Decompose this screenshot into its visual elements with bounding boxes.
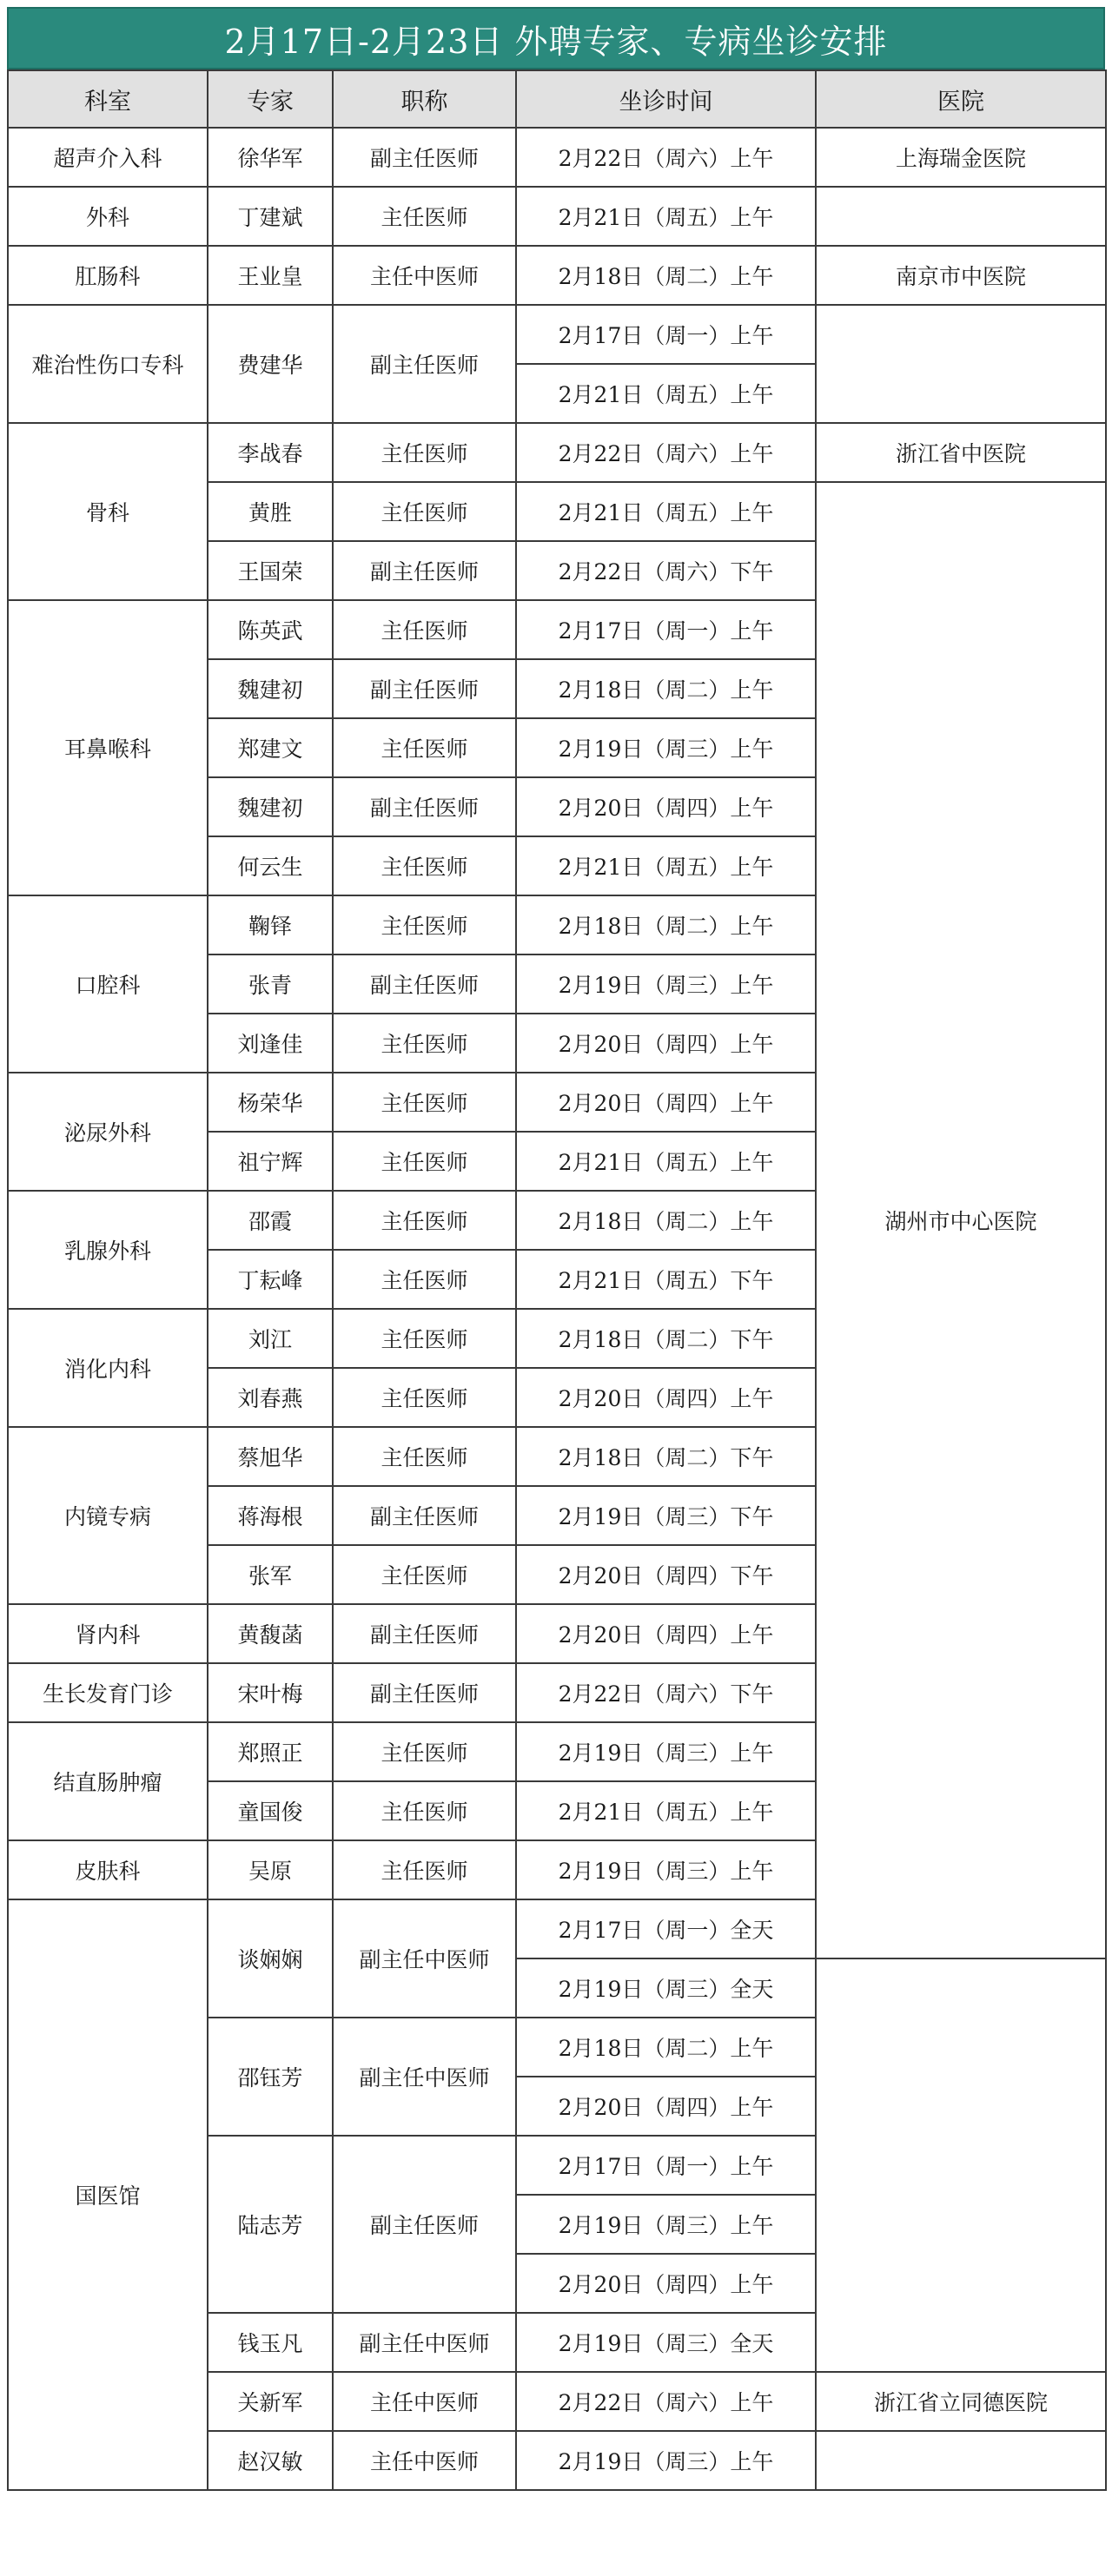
doctor-cell: 吴原 [208,1840,333,1899]
doctor-cell: 陈英武 [208,600,333,659]
doctor-cell: 张军 [208,1545,333,1604]
dept-cell: 国医馆 [8,1899,208,2490]
doctor-cell: 邵霞 [208,1191,333,1250]
time-cell: 2月18日（周二）下午 [516,1309,816,1368]
rank-cell: 副主任中医师 [333,1899,516,2018]
rank-cell: 主任医师 [333,1368,516,1427]
rank-cell: 副主任医师 [333,305,516,423]
table-row [8,305,1106,364]
doctor-cell: 魏建初 [208,777,333,836]
time-cell: 2月19日（周三）上午 [516,1840,816,1899]
page-title: 2月17日-2月23日 外聘专家、专病坐诊安排 [7,7,1105,69]
hospital-cell: 浙江省中医院 [816,423,1106,482]
time-cell: 2月17日（周一）上午 [516,305,816,364]
time-cell: 2月22日（周六）上午 [516,128,816,187]
doctor-cell: 黄馥菡 [208,1604,333,1663]
schedule-table [7,69,1107,2491]
time-cell: 2月21日（周五）上午 [516,364,816,423]
rank-cell: 主任医师 [333,1014,516,1073]
time-cell: 2月20日（周四）上午 [516,1368,816,1427]
rank-cell: 主任医师 [333,1191,516,1250]
rank-cell: 副主任医师 [333,2136,516,2313]
doctor-cell: 谈娴娴 [208,1899,333,2018]
rank-cell: 主任中医师 [333,246,516,305]
header-time: 坐诊时间 [516,70,816,128]
time-cell: 2月19日（周三）上午 [516,2195,816,2254]
doctor-cell: 杨荣华 [208,1073,333,1132]
time-cell: 2月17日（周一）全天 [516,1899,816,1958]
doctor-cell: 郑建文 [208,718,333,777]
time-cell: 2月19日（周三）上午 [516,718,816,777]
doctor-cell: 费建华 [208,305,333,423]
table-row [8,423,1106,482]
time-cell: 2月17日（周一）上午 [516,2136,816,2195]
table-row [8,128,1106,187]
table-row [8,246,1106,305]
doctor-cell: 陆志芳 [208,2136,333,2313]
doctor-cell: 宋叶梅 [208,1663,333,1722]
rank-cell: 主任医师 [333,1073,516,1132]
time-cell: 2月22日（周六）上午 [516,2372,816,2431]
time-cell: 2月20日（周四）上午 [516,1073,816,1132]
doctor-cell: 蔡旭华 [208,1427,333,1486]
doctor-cell: 鞠铎 [208,895,333,954]
doctor-cell: 赵汉敏 [208,2431,333,2490]
time-cell: 2月21日（周五）上午 [516,482,816,541]
rank-cell: 主任医师 [333,187,516,246]
doctor-cell: 蒋海根 [208,1486,333,1545]
rank-cell: 主任医师 [333,423,516,482]
time-cell: 2月21日（周五）上午 [516,836,816,895]
dept-cell: 口腔科 [8,895,208,1073]
time-cell: 2月20日（周四）上午 [516,1604,816,1663]
time-cell: 2月18日（周二）上午 [516,2018,816,2077]
time-cell: 2月21日（周五）下午 [516,1250,816,1309]
dept-cell: 肾内科 [8,1604,208,1663]
time-cell: 2月19日（周三）上午 [516,954,816,1014]
doctor-cell: 王国荣 [208,541,333,600]
doctor-cell: 丁耘峰 [208,1250,333,1309]
rank-cell: 主任医师 [333,895,516,954]
rank-cell: 副主任中医师 [333,2313,516,2372]
time-cell: 2月19日（周三）全天 [516,2313,816,2372]
hospital-cell-empty [816,187,1106,246]
schedule-page [7,7,1105,2491]
time-cell: 2月21日（周五）上午 [516,187,816,246]
rank-cell: 主任医师 [333,1781,516,1840]
rank-cell: 主任医师 [333,1309,516,1368]
doctor-cell: 徐华军 [208,128,333,187]
rank-cell: 副主任医师 [333,1604,516,1663]
rank-cell: 主任医师 [333,1545,516,1604]
header-row [8,70,1106,128]
doctor-cell: 童国俊 [208,1781,333,1840]
rank-cell: 主任中医师 [333,2372,516,2431]
doctor-cell: 刘逢佳 [208,1014,333,1073]
time-cell: 2月19日（周三）下午 [516,1486,816,1545]
dept-cell: 难治性伤口专科 [8,305,208,423]
time-cell: 2月18日（周二）上午 [516,1191,816,1250]
doctor-cell: 关新军 [208,2372,333,2431]
table-row [8,187,1106,246]
time-cell: 2月21日（周五）上午 [516,1781,816,1840]
dept-cell: 内镜专病 [8,1427,208,1604]
time-cell: 2月21日（周五）上午 [516,1132,816,1191]
time-cell: 2月17日（周一）上午 [516,600,816,659]
dept-cell: 超声介入科 [8,128,208,187]
rank-cell: 主任中医师 [333,2431,516,2490]
time-cell: 2月22日（周六）下午 [516,1663,816,1722]
dept-cell: 生长发育门诊 [8,1663,208,1722]
time-cell: 2月20日（周四）上午 [516,2254,816,2313]
dept-cell: 肛肠科 [8,246,208,305]
rank-cell: 主任医师 [333,600,516,659]
rank-cell: 副主任医师 [333,777,516,836]
rank-cell: 副主任医师 [333,659,516,718]
dept-cell: 骨科 [8,423,208,600]
time-cell: 2月19日（周三）上午 [516,2431,816,2490]
doctor-cell: 黄胜 [208,482,333,541]
time-cell: 2月18日（周二）上午 [516,246,816,305]
rank-cell: 主任医师 [333,1427,516,1486]
doctor-cell: 钱玉凡 [208,2313,333,2372]
doctor-cell: 刘春燕 [208,1368,333,1427]
dept-cell: 消化内科 [8,1309,208,1427]
time-cell: 2月20日（周四）上午 [516,1014,816,1073]
hospital-cell-empty [816,305,1106,423]
header-rank: 职称 [333,70,516,128]
header-dept: 科室 [8,70,208,128]
hospital-cell: 南京市中医院 [816,246,1106,305]
doctor-cell: 邵钰芳 [208,2018,333,2136]
hospital-cell: 浙江省立同德医院 [816,2372,1106,2431]
dept-cell: 结直肠肿瘤 [8,1722,208,1840]
time-cell: 2月18日（周二）上午 [516,895,816,954]
hospital-cell: 湖州市中心医院 [816,482,1106,1958]
time-cell: 2月19日（周三）全天 [516,1958,816,2018]
header-hospital: 医院 [816,70,1106,128]
time-cell: 2月18日（周二）下午 [516,1427,816,1486]
doctor-cell: 刘江 [208,1309,333,1368]
hospital-cell-empty [816,2431,1106,2490]
hospital-cell: 上海瑞金医院 [816,128,1106,187]
rank-cell: 主任医师 [333,1840,516,1899]
time-cell: 2月22日（周六）下午 [516,541,816,600]
rank-cell: 副主任医师 [333,1663,516,1722]
time-cell: 2月18日（周二）上午 [516,659,816,718]
rank-cell: 副主任中医师 [333,2018,516,2136]
time-cell: 2月20日（周四）下午 [516,1545,816,1604]
rank-cell: 副主任医师 [333,1486,516,1545]
dept-cell: 乳腺外科 [8,1191,208,1309]
rank-cell: 主任医师 [333,718,516,777]
dept-cell: 皮肤科 [8,1840,208,1899]
doctor-cell: 丁建斌 [208,187,333,246]
dept-cell: 泌尿外科 [8,1073,208,1191]
time-cell: 2月20日（周四）上午 [516,777,816,836]
time-cell: 2月20日（周四）上午 [516,2077,816,2136]
rank-cell: 副主任医师 [333,541,516,600]
rank-cell: 主任医师 [333,1722,516,1781]
doctor-cell: 王业皇 [208,246,333,305]
rank-cell: 主任医师 [333,836,516,895]
dept-cell: 外科 [8,187,208,246]
rank-cell: 主任医师 [333,1250,516,1309]
time-cell: 2月19日（周三）上午 [516,1722,816,1781]
rank-cell: 主任医师 [333,1132,516,1191]
rank-cell: 副主任医师 [333,128,516,187]
time-cell: 2月22日（周六）上午 [516,423,816,482]
doctor-cell: 李战春 [208,423,333,482]
doctor-cell: 何云生 [208,836,333,895]
doctor-cell: 祖宁辉 [208,1132,333,1191]
doctor-cell: 魏建初 [208,659,333,718]
header-doctor: 专家 [208,70,333,128]
dept-cell: 耳鼻喉科 [8,600,208,895]
rank-cell: 副主任医师 [333,954,516,1014]
rank-cell: 主任医师 [333,482,516,541]
doctor-cell: 郑照正 [208,1722,333,1781]
doctor-cell: 张青 [208,954,333,1014]
